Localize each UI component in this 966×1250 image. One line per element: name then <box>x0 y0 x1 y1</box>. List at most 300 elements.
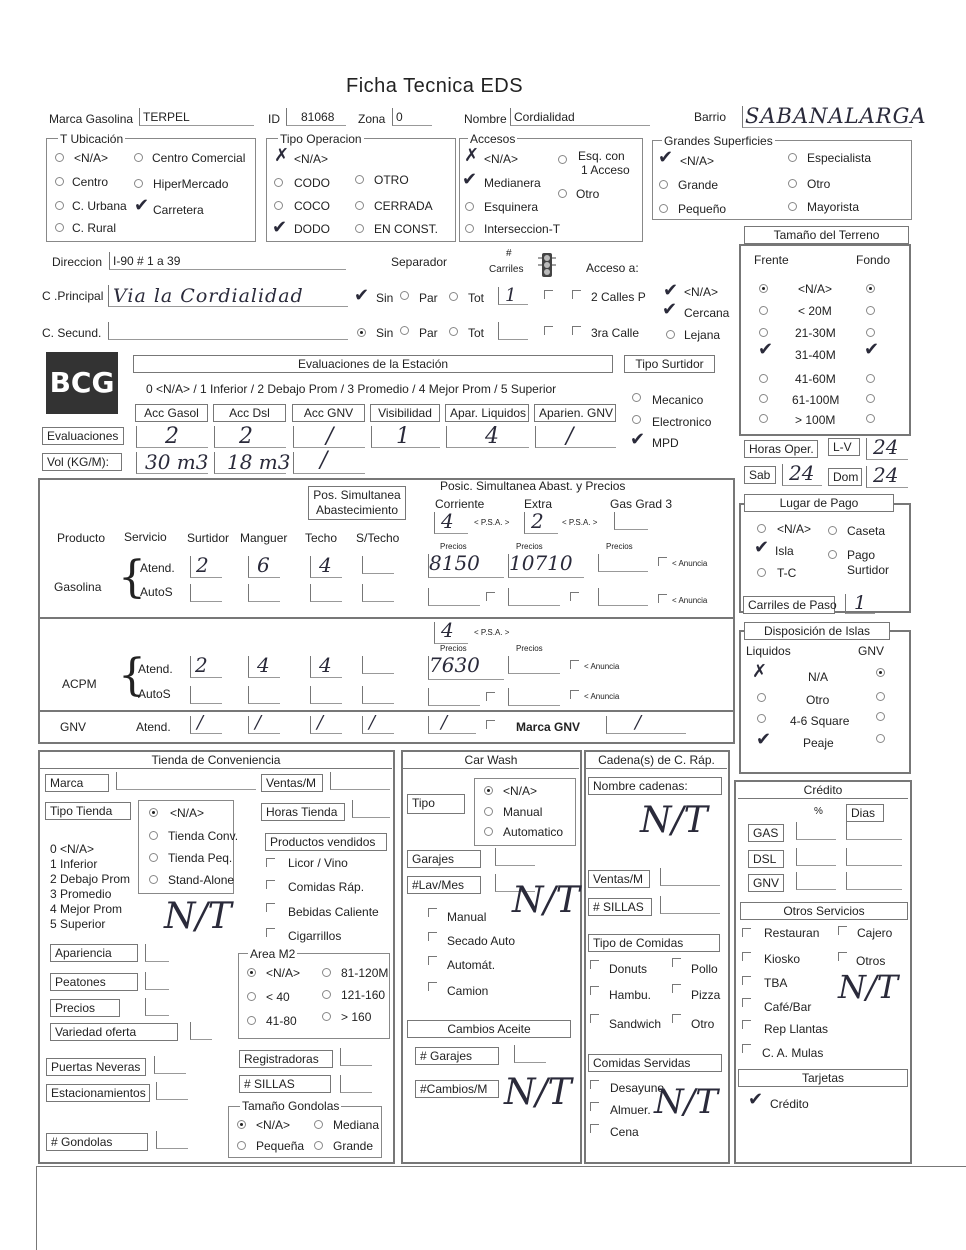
horas-dom-field[interactable] <box>866 463 908 488</box>
ubicacion-radio-cc[interactable] <box>134 153 143 162</box>
superficies-radio-otro[interactable] <box>788 179 797 188</box>
fondo-radio-60[interactable] <box>866 374 875 383</box>
eval-acc-gasol-field[interactable] <box>136 426 208 448</box>
acpm-atend-stecho[interactable] <box>362 656 394 674</box>
vol-gnv-field[interactable] <box>293 448 365 474</box>
tienda-marca-field[interactable] <box>116 772 256 790</box>
cadenas-cb-pollo[interactable] <box>672 958 681 967</box>
acceso-a-label: Acceso a: <box>586 261 639 275</box>
otros-cb-restauran[interactable] <box>742 928 751 937</box>
principal-carriles-field[interactable] <box>498 287 528 305</box>
carwash-opt-camion: Camion <box>447 984 489 998</box>
principal-checkbox-1[interactable] <box>544 290 553 299</box>
superficies-radio-pequeno[interactable] <box>659 204 668 213</box>
principal-checkbox-2[interactable] <box>572 290 581 299</box>
operacion-opt-cerrada: CERRADA <box>374 199 433 213</box>
vol-gasol-value: 30 m3 <box>145 450 209 474</box>
secund-radio-sin[interactable] <box>357 328 366 337</box>
extra-label: Extra <box>524 497 553 511</box>
secund-carriles-field[interactable] <box>498 322 528 340</box>
credito-gnv-dias[interactable] <box>846 872 902 890</box>
ubicacion-radio-centro[interactable] <box>55 177 64 186</box>
operacion-radio-coco[interactable] <box>274 201 283 210</box>
cadenas-sandwich: Sandwich <box>609 1017 662 1031</box>
carwash-cb-secado[interactable] <box>428 932 437 941</box>
prod-bebidas: Bebidas Caliente <box>288 905 379 919</box>
operacion-radio-cerrada[interactable] <box>355 201 364 210</box>
cadenas-cb-hambu[interactable] <box>590 986 599 995</box>
otros-cb-kiosko[interactable] <box>742 952 751 961</box>
tienda-eval-variedad: Variedad oferta <box>50 1023 178 1041</box>
gasolina-extra-field[interactable] <box>524 509 558 534</box>
eval-acc-gnv-field[interactable] <box>293 426 365 448</box>
gasolina-autos-stecho[interactable] <box>362 584 394 602</box>
principal-par: Par <box>419 291 438 305</box>
prod-cb-bebidas[interactable] <box>266 903 275 912</box>
cadenas-cb-otro[interactable] <box>672 1014 681 1023</box>
credito-gas-dias[interactable] <box>846 822 902 840</box>
principal-tot: Tot <box>468 291 485 305</box>
carwash-garajes-field[interactable] <box>495 848 535 866</box>
superficies-opt-grande: Grande <box>678 178 719 192</box>
cadenas-almuer: Almuer. <box>610 1103 651 1117</box>
islas-opt-otro: Otro <box>806 693 830 707</box>
gnv-marca-field[interactable] <box>606 712 686 734</box>
cercana-label: Cercana <box>684 306 730 320</box>
principal-sin: Sin <box>376 291 394 305</box>
vol-gnv-value: / <box>320 448 328 473</box>
gasolina-autos-surtidor[interactable] <box>190 584 222 602</box>
carwash-cb-manual[interactable] <box>428 908 437 917</box>
tienda-eval-peatones-field[interactable] <box>145 972 169 990</box>
pago-radio-caseta[interactable] <box>828 526 837 535</box>
gnv-manguer[interactable] <box>248 712 280 734</box>
islas-liquidos: Liquidos <box>746 644 791 658</box>
area-40: < 40 <box>266 990 290 1004</box>
tienda-eval-apariencia-field[interactable] <box>145 944 169 962</box>
fondo-radio-20[interactable] <box>866 306 875 315</box>
gnv-stecho[interactable] <box>362 712 394 734</box>
operacion-opt-dodo: DODO <box>294 222 330 236</box>
pago-radio-surtidor[interactable] <box>828 550 837 559</box>
tienda-eval-precios: Precios <box>50 999 120 1017</box>
operacion-radio-codo[interactable] <box>274 178 283 187</box>
cadenas-cb-donuts[interactable] <box>590 960 599 969</box>
estacionamientos: Estacionamientos <box>46 1084 150 1102</box>
acpm-anuncia-1: < Anuncia <box>584 662 620 671</box>
otros-cb-tba[interactable] <box>742 976 751 985</box>
eval-acc-dsl-value: 2 <box>239 424 253 449</box>
barrio-field[interactable] <box>742 104 927 128</box>
tienda-ventas: Ventas/M <box>261 774 323 792</box>
otros-cb-cafe[interactable] <box>742 998 751 1007</box>
operacion-opt-otro: OTRO <box>374 173 409 187</box>
acpm-autos-manguer[interactable] <box>248 686 280 704</box>
nombre-field[interactable] <box>510 108 650 126</box>
accesos-radio-esquinera[interactable] <box>465 202 474 211</box>
evaluaciones-title: Evaluaciones de la Estación <box>133 355 613 373</box>
header-techo: Techo <box>305 531 338 545</box>
tienda-horas-field[interactable] <box>352 800 390 818</box>
tienda-tipo-radio-stand[interactable] <box>149 875 158 884</box>
superficies-radio-grande[interactable] <box>659 180 668 189</box>
gondolas-na: <N/A> <box>256 1118 291 1132</box>
eval-col-apar-liquidos: Apar. Liquidos <box>445 404 529 422</box>
acpm-autos-precio-1[interactable] <box>428 688 480 706</box>
gondolas-count-field[interactable] <box>156 1131 188 1149</box>
accesos-opt-na: <N/A> <box>484 152 519 166</box>
acpm-anuncia-cb[interactable] <box>570 660 579 669</box>
barrio-label: Barrio <box>694 110 727 124</box>
gasolina-autos-precio-1[interactable] <box>428 588 480 606</box>
header-servicio: Servicio <box>124 530 167 544</box>
cadenas-donuts: Donuts <box>609 962 648 976</box>
credito-gnv-pct[interactable] <box>796 872 836 890</box>
pago-radio-tc[interactable] <box>757 568 766 577</box>
check-mark-icon: ✔ <box>272 217 288 237</box>
carwash-radio-manual[interactable] <box>484 807 493 816</box>
check-mark-icon: ✔ <box>662 299 678 319</box>
cadenas-cb-pizza[interactable] <box>672 984 681 993</box>
gasolina-autos-cb-2[interactable] <box>570 592 579 601</box>
notes-area[interactable] <box>36 1166 966 1250</box>
superficies-opt-pequeno: Pequeño <box>678 202 727 216</box>
cadenas-ventas-field[interactable] <box>660 868 720 886</box>
fondo-radio-100[interactable] <box>866 394 875 403</box>
vol-dsl-field[interactable] <box>214 450 291 474</box>
carwash-radio-na[interactable] <box>484 786 493 795</box>
brace-icon: { <box>118 650 146 701</box>
gasolina-atend-surtidor[interactable] <box>190 553 222 578</box>
carriles-label: Carriles <box>489 264 524 275</box>
tienda-eval-variedad-field[interactable] <box>190 1022 212 1040</box>
gondolas-count: # Gondolas <box>46 1133 148 1151</box>
gasolina-manguer-value: 6 <box>257 553 270 577</box>
otros-cb-cajero[interactable] <box>838 926 847 935</box>
surtidor-radio-electronico[interactable] <box>632 415 641 424</box>
superficies-radio-mayorista[interactable] <box>788 202 797 211</box>
ubicacion-opt-carretera: Carretera <box>153 203 204 217</box>
marca-field[interactable] <box>139 108 254 126</box>
gondolas-radio-mediana[interactable] <box>314 1120 323 1129</box>
prod-cb-licor[interactable] <box>266 858 275 867</box>
header-surtidor: Surtidor <box>187 531 230 545</box>
ubicacion-radio-hiper[interactable] <box>134 179 143 188</box>
surtidor-opt-mpd: MPD <box>652 436 679 450</box>
prod-cb-comidas[interactable] <box>266 880 275 889</box>
acpm-autos-surtidor[interactable] <box>190 686 222 704</box>
acpm-anuncia-2: < Anuncia <box>584 692 620 701</box>
area-na: <N/A> <box>266 966 301 980</box>
acpm-atend-surtidor[interactable] <box>190 653 222 678</box>
operacion-radio-const[interactable] <box>355 224 364 233</box>
gasolina-autos-precio-3[interactable] <box>598 588 648 606</box>
principal-radio-tot[interactable] <box>449 292 458 301</box>
credito-dsl-dias[interactable] <box>846 848 902 866</box>
check-mark-icon: ✔ <box>658 147 674 167</box>
secund-field[interactable] <box>108 322 348 340</box>
acpm-autos-stecho[interactable] <box>362 686 394 704</box>
gondolas-grande: Grande <box>333 1139 374 1153</box>
accesos-radio-interseccion[interactable] <box>465 224 474 233</box>
cadenas-nt: N/T <box>640 800 708 841</box>
check-mark-icon: ✔ <box>864 339 880 359</box>
gasolina-atend-manguer[interactable] <box>248 553 280 578</box>
tienda-ventas-field[interactable] <box>330 772 390 790</box>
secund-radio-tot[interactable] <box>449 327 458 336</box>
area-radio-41[interactable] <box>247 1016 256 1025</box>
gondolas-pequena: Pequeña <box>256 1139 305 1153</box>
horas-sab-field[interactable] <box>782 461 822 486</box>
direccion-field[interactable] <box>109 252 346 270</box>
cadenas-cb-desayuno[interactable] <box>590 1080 599 1089</box>
otros-cb-otros[interactable] <box>838 952 847 961</box>
surtidor-opt-mecanico: Mecanico <box>652 393 704 407</box>
islas-gnv-radio-otro[interactable] <box>876 692 885 701</box>
cambios-m: #Cambios/M <box>415 1080 499 1098</box>
accesos-radio-otro[interactable] <box>558 189 567 198</box>
credito-dsl-pct[interactable] <box>796 848 836 866</box>
cadenas-otro: Otro <box>691 1017 715 1031</box>
gasolina-label: Gasolina <box>54 580 102 594</box>
operacion-opt-codo: CODO <box>294 176 330 190</box>
acpm-autos-cb-2[interactable] <box>570 690 579 699</box>
gasolina-grad-field[interactable] <box>614 512 648 530</box>
accesos-opt-acceso: 1 Acceso <box>581 163 630 177</box>
area-160: > 160 <box>341 1010 372 1024</box>
otros-restauran: Restauran <box>764 926 820 940</box>
operacion-opt-const: EN CONST. <box>374 222 439 236</box>
header-stecho: S/Techo <box>356 531 400 545</box>
surtidor-radio-mecanico[interactable] <box>632 393 641 402</box>
area-radio-na[interactable] <box>247 968 256 977</box>
ubicacion-radio-urbana[interactable] <box>55 201 64 210</box>
gondolas-radio-grande[interactable] <box>314 1141 323 1150</box>
cambios-garajes: # Garajes <box>415 1047 499 1065</box>
accesos-opt-interseccion: Interseccion-T <box>484 222 561 236</box>
tienda-eval-precios-field[interactable] <box>145 998 169 1016</box>
islas-gnv-radio-peaje[interactable] <box>876 734 885 743</box>
gasolina-atend-techo[interactable] <box>310 553 342 578</box>
principal-field[interactable] <box>108 285 348 307</box>
secund-radio-par[interactable] <box>400 326 409 335</box>
gnv-techo[interactable] <box>310 712 342 734</box>
ubicacion-opt-urbana: C. Urbana <box>72 199 127 213</box>
acpm-autos-precio-2[interactable] <box>508 688 560 706</box>
otros-cb-llantas[interactable] <box>742 1020 751 1029</box>
area-radio-160[interactable] <box>322 1012 331 1021</box>
tienda-scale-4: 4 Mejor Prom <box>50 902 123 916</box>
islas-gnv-radio-na[interactable] <box>876 668 885 677</box>
otros-nt: N/T <box>838 968 899 1006</box>
frente-radio-na[interactable] <box>759 284 768 293</box>
operacion-radio-otro[interactable] <box>355 175 364 184</box>
puertas-neveras-field[interactable] <box>154 1056 186 1074</box>
pago-carriles-field[interactable] <box>845 594 875 614</box>
gasolina-autos: AutoS <box>140 585 173 599</box>
islas-radio-square[interactable] <box>757 714 766 723</box>
prod-cb-cigarrillos[interactable] <box>266 928 275 937</box>
horas-lv-field[interactable] <box>866 435 908 460</box>
gasolina-anuncia-checkbox[interactable] <box>658 557 667 566</box>
otros-kiosko: Kiosko <box>764 952 801 966</box>
pago-radio-na[interactable] <box>757 524 766 533</box>
frente-radio-30[interactable] <box>759 328 768 337</box>
id-field[interactable] <box>286 108 346 126</box>
acpm-techo-value: 4 <box>319 653 332 677</box>
accesos-opt-esq: Esq. con <box>578 149 625 163</box>
gnv-surtidor[interactable] <box>190 712 222 734</box>
acpm-autos-techo[interactable] <box>310 686 342 704</box>
pago-opt-na: <N/A> <box>777 522 812 536</box>
carwash-opt-manual: Manual <box>447 910 487 924</box>
zona-field[interactable] <box>392 108 432 126</box>
fondo-radio-na[interactable] <box>866 284 875 293</box>
gasolina-corriente-field[interactable] <box>434 509 468 534</box>
fondo-radio-30[interactable] <box>866 328 875 337</box>
cadenas-sillas-field[interactable] <box>660 896 720 914</box>
otros-tba: TBA <box>764 976 788 990</box>
x-mark-icon: ✗ <box>464 145 480 165</box>
cadenas-nombre: Nombre cadenas: <box>588 777 722 795</box>
carwash-opt-automat: Automát. <box>447 958 496 972</box>
estacionamientos-field[interactable] <box>156 1082 188 1100</box>
pago-opt-surtidor: Surtidor <box>847 563 890 577</box>
islas-radio-otro[interactable] <box>757 693 766 702</box>
accesos-radio-esq[interactable] <box>558 155 567 164</box>
gasolina-autos-cb-1[interactable] <box>486 592 495 601</box>
secund-sin: Sin <box>376 326 394 340</box>
ubicacion-radio-na[interactable] <box>55 153 64 162</box>
gondolas-radio-pequena[interactable] <box>237 1141 246 1150</box>
tienda-sillas-field[interactable] <box>340 1075 372 1093</box>
principal-radio-par[interactable] <box>400 291 409 300</box>
gasolina-autos-precio-2[interactable] <box>508 588 560 606</box>
terreno-title: Tamaño del Terreno <box>744 226 909 244</box>
gnv-precio[interactable] <box>428 712 476 734</box>
gasolina-corriente-value: 4 <box>441 509 454 533</box>
terreno-size-0: <N/A> <box>798 282 833 296</box>
acpm-autos-cb-1[interactable] <box>486 692 495 701</box>
frente-radio-100[interactable] <box>759 394 768 403</box>
tienda-tipo-radio-conv[interactable] <box>149 831 158 840</box>
pago-opt-caseta: Caseta <box>847 524 886 538</box>
gasolina-atend-stecho[interactable] <box>362 556 394 574</box>
credito-gas-pct[interactable] <box>796 822 836 840</box>
surtidor-opt-electronico: Electronico <box>652 415 712 429</box>
cambios-garajes-field[interactable] <box>514 1045 546 1063</box>
eval-acc-dsl-field[interactable] <box>214 426 286 448</box>
tienda-horas: Horas Tienda <box>261 803 345 821</box>
gasolina-precio-1-field[interactable] <box>428 551 504 578</box>
vol-gasol-field[interactable] <box>136 452 208 474</box>
gnv-techo-slash: / <box>317 712 324 733</box>
gnv-cb[interactable] <box>486 720 495 729</box>
gasolina-autos-techo[interactable] <box>310 584 342 602</box>
eval-apar-liquidos-field[interactable] <box>446 426 529 448</box>
area-radio-121[interactable] <box>322 990 331 999</box>
gasolina-anuncia-2: < Anuncia <box>672 596 708 605</box>
otros-title: Otros Servicios <box>740 902 908 920</box>
acpm-autos: AutoS <box>138 687 171 701</box>
ubicacion-radio-rural[interactable] <box>55 223 64 232</box>
area-radio-81[interactable] <box>322 968 331 977</box>
carwash-cb-camion[interactable] <box>428 982 437 991</box>
carwash-opt-secado: Secado Auto <box>447 934 516 948</box>
cadenas-cb-sandwich[interactable] <box>590 1014 599 1023</box>
header-producto: Producto <box>57 531 106 545</box>
carwash-cb-automat[interactable] <box>428 956 437 965</box>
tienda-scale-5: 5 Superior <box>50 917 106 931</box>
acpm-precios-1: Precios <box>440 644 467 653</box>
lejana-radio[interactable] <box>666 330 675 339</box>
gasolina-precio-3-field[interactable] <box>598 554 648 572</box>
pago-opt-tc: T-C <box>777 566 797 580</box>
otros-cb-mulas[interactable] <box>742 1044 751 1053</box>
check-mark-icon: ✔ <box>754 537 770 557</box>
pago-opt-pago: Pago <box>847 548 876 562</box>
eval-col-acc-dsl: Acc Dsl <box>213 404 286 422</box>
acpm-precio-2-field[interactable] <box>508 656 560 674</box>
tienda-scale-1: 1 Inferior <box>50 857 98 871</box>
ubicacion-opt-hiper: HiperMercado <box>153 177 229 191</box>
secund-checkbox-2[interactable] <box>572 326 581 335</box>
cadenas-cb-almuer[interactable] <box>590 1102 599 1111</box>
nombre-value: Cordialidad <box>514 110 575 124</box>
carwash-radio-auto[interactable] <box>484 827 493 836</box>
superficies-radio-especialista[interactable] <box>788 153 797 162</box>
brace-icon: { <box>118 552 146 603</box>
tienda-eval-apariencia: Apariencia <box>50 944 138 962</box>
acpm-label: ACPM <box>62 677 97 691</box>
acpm-pos-field[interactable] <box>434 618 468 644</box>
tienda-tipo-radio-peq[interactable] <box>149 853 158 862</box>
registradoras-field[interactable] <box>340 1048 372 1066</box>
gasolina-precios-1: Precios <box>440 542 467 551</box>
vol-dsl-value: 18 m3 <box>227 450 291 474</box>
islas-opt-peaje: Peaje <box>803 736 834 750</box>
tienda-tipo-radio-na[interactable] <box>149 808 158 817</box>
tienda-tipo-stand: Stand-Alone <box>168 873 235 887</box>
operacion-title: Tipo Operacion <box>280 132 362 146</box>
ubicacion-opt-cc: Centro Comercial <box>152 151 246 165</box>
carwash-tipo: Tipo <box>407 794 465 814</box>
gondolas-radio-na[interactable] <box>237 1120 246 1129</box>
frente-radio-gt100[interactable] <box>759 414 768 423</box>
fondo-radio-gt100[interactable] <box>866 414 875 423</box>
credito-dias: Dias <box>846 804 884 822</box>
frente-radio-20[interactable] <box>759 306 768 315</box>
acpm-atend-techo[interactable] <box>310 653 342 678</box>
gnv-marca-slash: / <box>635 712 642 733</box>
gasolina-precio-2-field[interactable] <box>508 551 584 578</box>
gasolina-autos-manguer[interactable] <box>248 584 280 602</box>
acpm-atend-manguer[interactable] <box>248 653 280 678</box>
eval-aparien-gnv-field[interactable] <box>535 426 616 448</box>
gasolina-autos-cb-3[interactable] <box>658 594 667 603</box>
gondolas-mediana: Mediana <box>333 1118 380 1132</box>
area-radio-40[interactable] <box>247 992 256 1001</box>
eval-visibilidad-field[interactable] <box>371 426 440 448</box>
islas-gnv-radio-square[interactable] <box>876 712 885 721</box>
cadenas-cb-cena[interactable] <box>590 1124 599 1133</box>
acpm-psa: < P.S.A. > <box>474 628 510 637</box>
acpm-precio-field[interactable] <box>428 653 504 680</box>
check-mark-icon: ✔ <box>354 285 370 305</box>
frente-radio-60[interactable] <box>759 374 768 383</box>
cadenas-sillas: # SILLAS <box>588 898 652 916</box>
secund-checkbox-1[interactable] <box>544 326 553 335</box>
